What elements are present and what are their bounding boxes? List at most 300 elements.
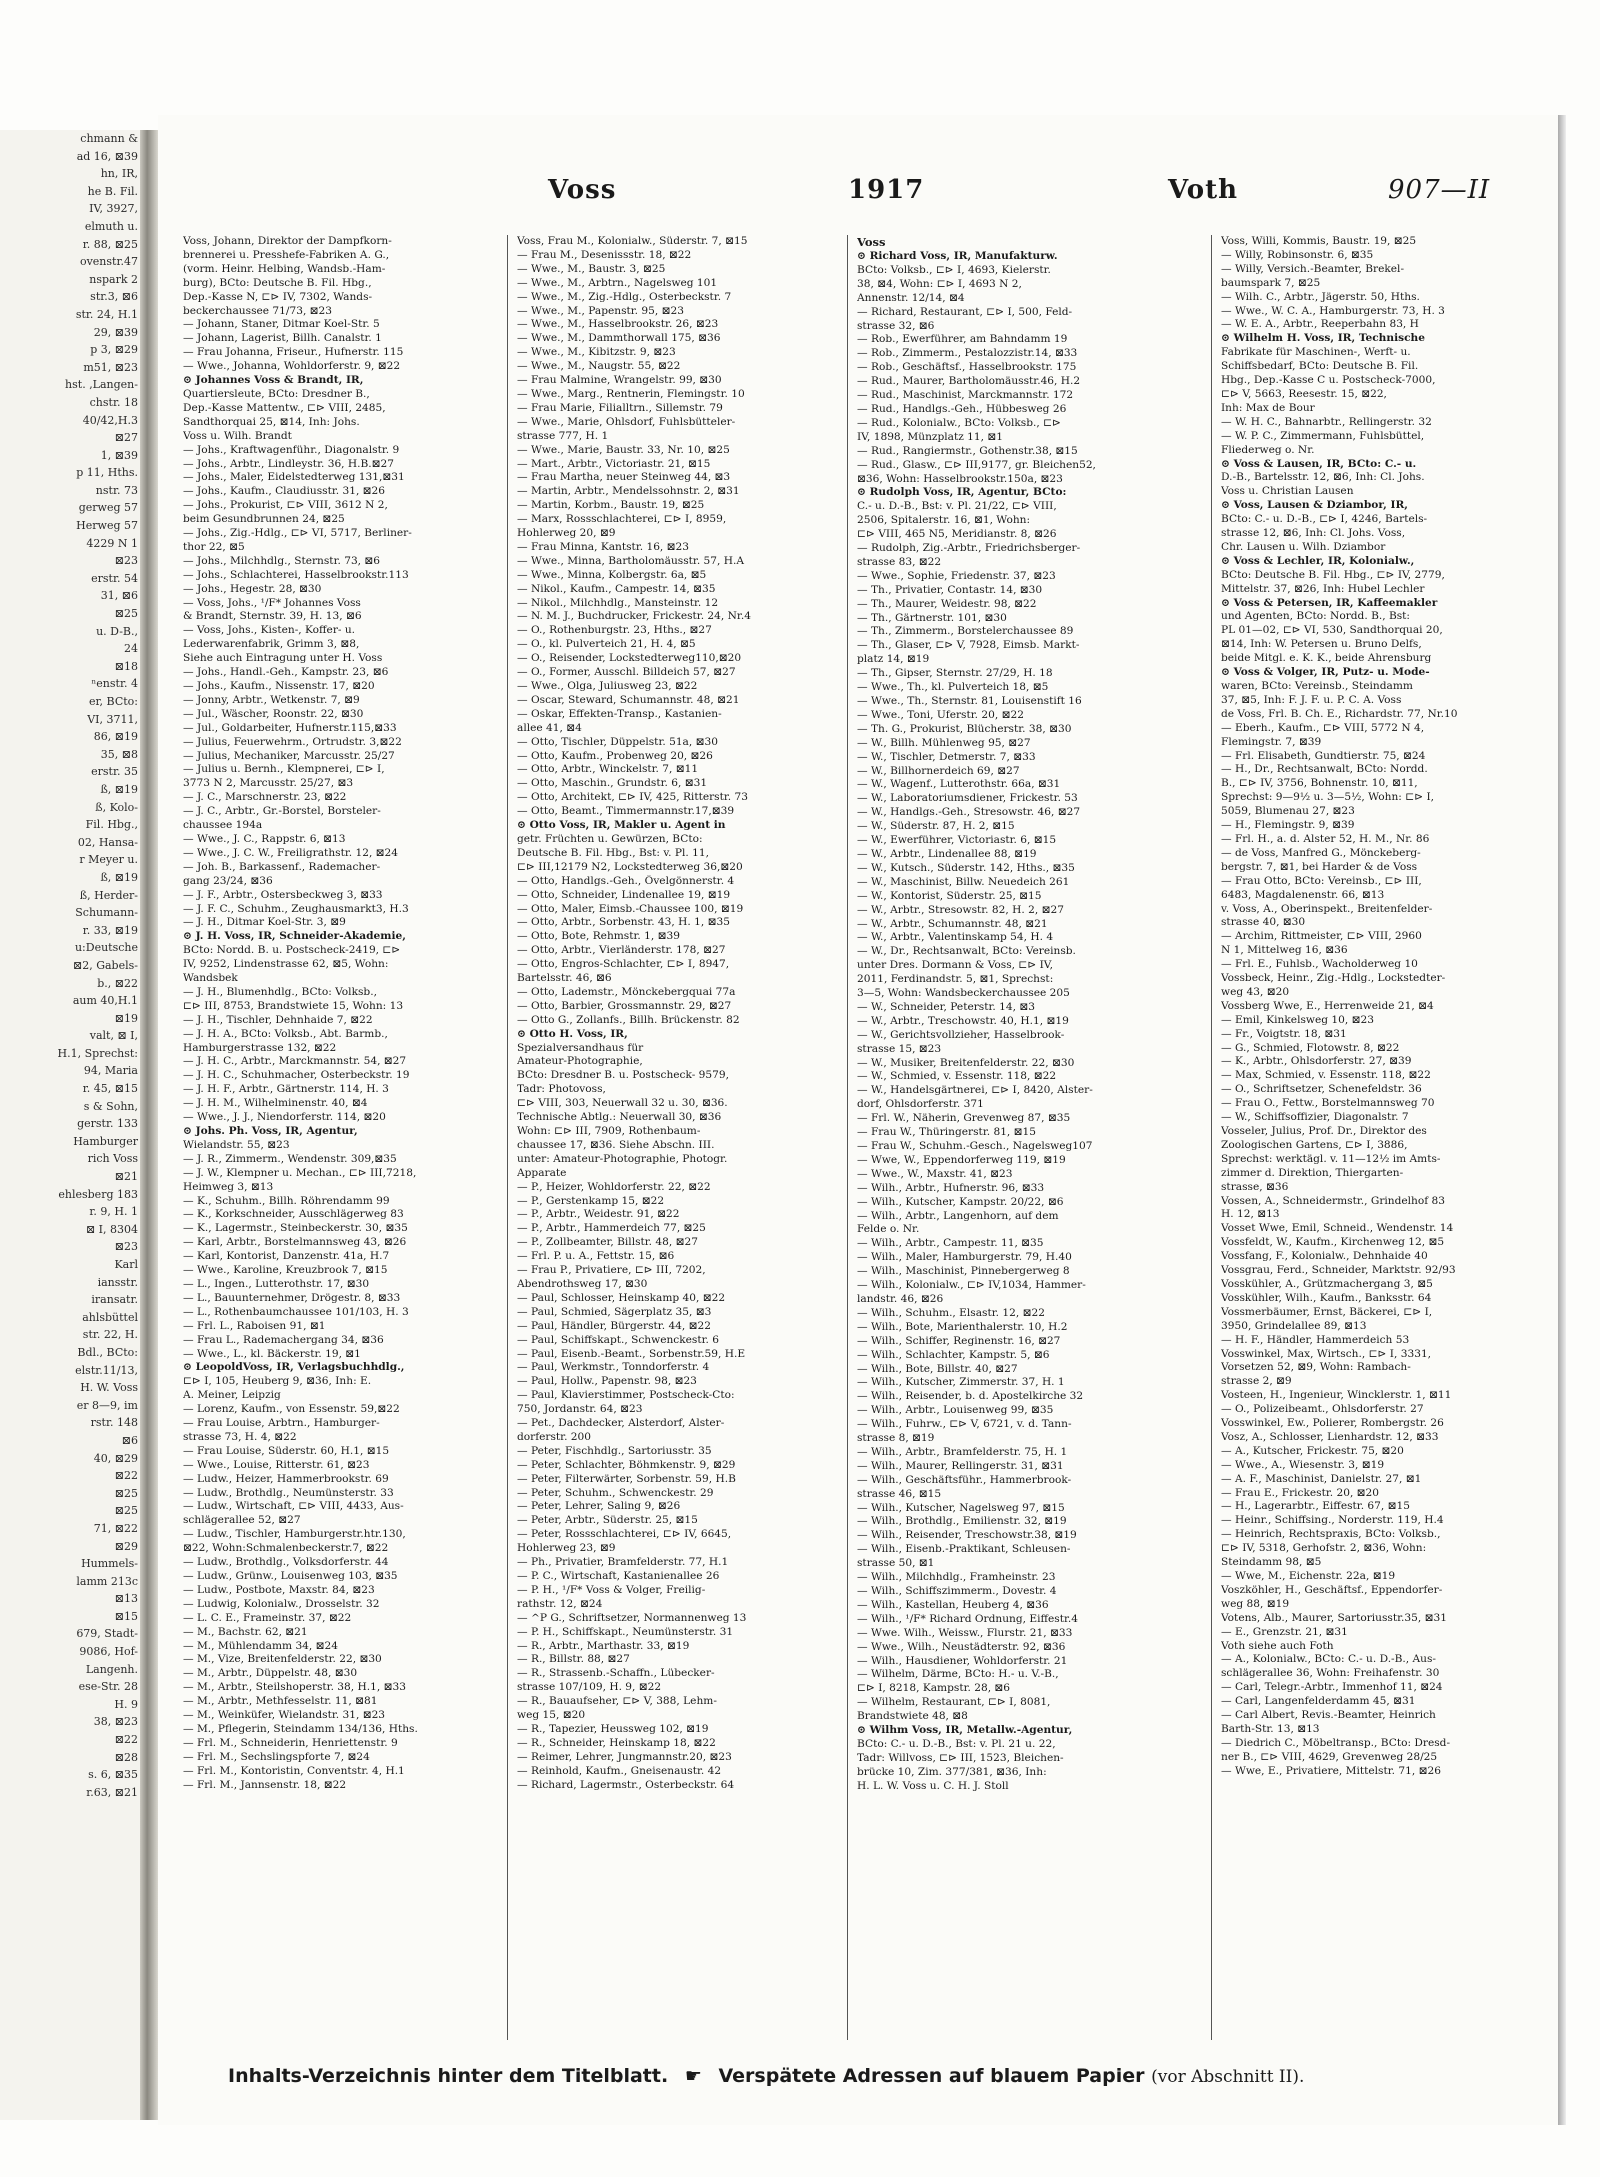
left-page-fragment: ⊠2, Gabels- <box>73 958 138 972</box>
directory-entry: ⊙ J. H. Voss, IR, Schneider-Akademie, <box>183 930 406 943</box>
directory-entry: ⊏⊳ VIII, 303, Neuerwall 32 u. 30, ⊠36. <box>517 1097 728 1110</box>
directory-entry: — Paul, Händler, Bürgerstr. 44, ⊠22 <box>517 1319 712 1332</box>
directory-entry: — L. C. E., Frameinstr. 37, ⊠22 <box>183 1611 352 1624</box>
directory-entry: B., ⊏⊳ IV, 3756, Bohnenstr. 10, ⊠11, <box>1221 777 1418 790</box>
directory-entry: (vorm. Heinr. Helbing, Wandsb.-Ham- <box>183 262 386 275</box>
directory-entry: ⊠36, Wohn: Hasselbrookstr.150a, ⊠23 <box>857 472 1063 485</box>
directory-entry: — J. H. C., Arbtr., Marckmannstr. 54, ⊠27 <box>183 1055 407 1068</box>
left-page-fragment: ⊠6 <box>121 1433 138 1447</box>
directory-entry: — Nikol., Kaufm., Campestr. 14, ⊠35 <box>517 582 716 595</box>
directory-entry: C.- u. D.-B., Bst: v. Pl. 21/22, ⊏⊳ VIII, <box>857 500 1057 513</box>
directory-entry: Chr. Lausen u. Wilh. Dziambor <box>1221 540 1386 553</box>
directory-entry: — M., Pflegerin, Steindamm 134/136, Hths. <box>183 1722 418 1735</box>
directory-entry: — A., Kolonialw., BCto: C.- u. D.-B., Aus- <box>1221 1653 1437 1666</box>
directory-entry: — O., Polizeibeamt., Ohlsdorferstr. 27 <box>1221 1403 1424 1416</box>
directory-entry: — Otto, Engros-Schlachter, ⊏⊳ I, 8947, <box>517 958 730 971</box>
page-number: 907—II <box>1388 175 1491 205</box>
directory-entry: — Peter, Rossschlachterei, ⊏⊳ IV, 6645, <box>517 1528 732 1541</box>
directory-entry: — P. H., Schiffskapt., Neumünsterstr. 31 <box>517 1625 734 1638</box>
directory-entry: beim Gesundbrunnen 24, ⊠25 <box>183 513 345 526</box>
directory-entry: — Th., Gärtnerstr. 101, ⊠30 <box>857 611 1007 624</box>
left-page-fragment: r. 45, ⊠15 <box>82 1082 138 1096</box>
directory-entry: Voss, Frau M., Kolonialw., Süderstr. 7, ⊠15 <box>517 235 748 247</box>
directory-entry: Vosskühler, A., Grützmachergang 3, ⊠5 <box>1221 1277 1433 1290</box>
directory-entry: — Oskar, Effekten-Transp., Kastanien- <box>517 707 722 720</box>
directory-entry: — Lorenz, Kaufm., von Essenstr. 59,⊠22 <box>183 1403 400 1416</box>
directory-entry: — Rudolph, Zig.-Arbtr., Friedrichsberger- <box>857 542 1081 555</box>
left-page-fragment: ⊠18 <box>114 659 138 673</box>
directory-entry: Spezialversandhaus für <box>517 1041 644 1054</box>
directory-entry: — Wwe., A., Wiesenstr. 3, ⊠19 <box>1221 1458 1385 1471</box>
directory-entry: — W., Tischler, Detmerstr. 7, ⊠33 <box>857 750 1036 763</box>
directory-entry: — Wilh., Maschinist, Pinnebergerweg 8 <box>857 1265 1070 1278</box>
directory-entry: — Paul, Werkmstr., Tonndorferstr. 4 <box>517 1361 710 1374</box>
directory-entry: Sandthorquai 25, ⊠14, Inh: Johs. <box>183 415 360 428</box>
directory-entry: — Willy, Robinsonstr. 6, ⊠35 <box>1221 248 1374 261</box>
directory-entry: chaussee 17, ⊠36. Siehe Abschn. III. <box>517 1138 715 1151</box>
left-page-fragment: rich Voss <box>87 1152 138 1166</box>
directory-entry: Amateur-Photographie, <box>517 1055 643 1068</box>
directory-entry: — Heinr., Schiffsing., Norderstr. 119, H.4 <box>1221 1514 1444 1527</box>
directory-entry: BCto: Nordd. B. u. Postscheck-2419, ⊏⊳ <box>183 944 401 957</box>
directory-entry: Barth-Str. 13, ⊠13 <box>1221 1722 1320 1735</box>
directory-entry: — Frl. E., Fuhlsb., Wacholderweg 10 <box>1221 958 1418 971</box>
left-page-fragment: H.1, Sprechst: <box>57 1046 138 1060</box>
directory-entry: ⊏⊳ VIII, 465 N5, Meridianstr. 8, ⊠26 <box>857 528 1057 541</box>
directory-entry: — Wilhelm, Restaurant, ⊏⊳ I, 8081, <box>857 1696 1051 1709</box>
directory-entry: — O., Reisender, Lockstedterweg110,⊠20 <box>517 652 742 665</box>
directory-entry: — Otto, Kaufm., Probenweg 20, ⊠26 <box>517 749 713 762</box>
left-page-fragment: elstr.11/13, <box>75 1363 138 1377</box>
directory-entry: Sprechst: 9—9½ u. 3—5½, Wohn: ⊏⊳ I, <box>1221 791 1434 804</box>
directory-entry: — Rob., Ewerführer, am Bahndamm 19 <box>857 333 1068 346</box>
directory-entry: — Wilh., Milchhdlg., Framheinstr. 23 <box>857 1571 1056 1584</box>
directory-entry: — Wwe., Th., kl. Pulverteich 18, ⊠5 <box>857 681 1049 694</box>
directory-entry: — M., Arbtr., Steilshoperstr. 38, H.1, ⊠33 <box>183 1681 406 1694</box>
directory-entry: — Wwe., J. J., Niendorferstr. 114, ⊠20 <box>183 1111 386 1124</box>
left-page-fragment: 1, ⊠39 <box>100 448 138 462</box>
directory-entry: — Johs., Kaufm., Claudiusstr. 31, ⊠26 <box>183 485 386 498</box>
footer-contents-note: Inhalts-Verzeichnis hinter dem Titelblatt. <box>228 2065 669 2087</box>
directory-entry: Hbg., Dep.-Kasse C u. Postscheck-7000, <box>1221 374 1436 387</box>
directory-entry: — J. F., Arbtr., Ostersbeckweg 3, ⊠33 <box>183 888 383 901</box>
directory-entry: strasse 46, ⊠15 <box>857 1487 942 1500</box>
left-page-fragment: ⊠23 <box>114 1240 138 1254</box>
directory-entry: Hamburgerstrasse 132, ⊠22 <box>183 1041 337 1054</box>
left-page-fragment: 71, ⊠22 <box>93 1521 138 1535</box>
left-page-fragment: gerstr. 133 <box>77 1117 138 1131</box>
directory-entry: — Nikol., Milchhdlg., Mansteinstr. 12 <box>517 596 719 609</box>
directory-entry: Inh: Max de Bour <box>1221 401 1315 414</box>
directory-entry: — Mart., Arbtr., Victoriastr. 21, ⊠15 <box>517 457 711 470</box>
directory-entry: — W., Schneider, Peterstr. 14, ⊠3 <box>857 1000 1035 1013</box>
directory-entry: — Otto, Arbtr., Sorbenstr. 43, H. 1, ⊠35 <box>517 916 730 929</box>
directory-entry: Wielandstr. 55, ⊠23 <box>183 1138 290 1151</box>
left-page-fragment: valt, ⊠ I, <box>89 1029 138 1043</box>
directory-entry: — Wilh., Brothdlg., Emilienstr. 32, ⊠19 <box>857 1515 1067 1528</box>
directory-entry: ⊏⊳ V, 5663, Reesestr. 15, ⊠22, <box>1221 387 1387 400</box>
directory-entry: Vossmerbäumer, Ernst, Bäckerei, ⊏⊳ I, <box>1221 1305 1433 1318</box>
directory-entry: — Wilh., Arbtr., Hufnerstr. 96, ⊠33 <box>857 1181 1045 1194</box>
left-page-fragment: ß, ⊠19 <box>100 870 138 884</box>
left-page-fragment: ⊠22 <box>114 1733 138 1747</box>
directory-entry: Steindamm 98, ⊠5 <box>1221 1556 1322 1569</box>
left-page-fragment: r. 9, H. 1 <box>89 1205 138 1219</box>
left-page-fragment: iansstr. <box>97 1275 138 1289</box>
directory-entry: — Martin, Arbtr., Mendelssohnstr. 2, ⊠31 <box>517 485 740 498</box>
directory-column-2 <box>517 235 827 2040</box>
left-page-fragment: 9086, Hof- <box>79 1645 138 1659</box>
directory-entry: — Johs., Kraftwagenführ., Diagonalstr. 9 <box>183 443 400 456</box>
directory-entry: — Peter, Schuhm., Schwenckestr. 29 <box>517 1486 714 1499</box>
directory-entry: — de Voss, Manfred G., Mönckeberg- <box>1221 846 1421 859</box>
directory-entry: ⊙ Rudolph Voss, IR, Agentur, BCto: <box>857 486 1067 499</box>
directory-entry: — Ph., Privatier, Bramfelderstr. 77, H.1 <box>517 1556 729 1569</box>
left-page-fragment: 31, ⊠6 <box>100 589 138 603</box>
directory-entry: — Wwe., M., Naugstr. 55, ⊠22 <box>517 360 681 373</box>
directory-entry: strasse 83, ⊠22 <box>857 555 942 568</box>
left-page-fragment: Karl <box>114 1258 138 1271</box>
directory-entry: — Johs., Maler, Eidelstedterweg 131,⊠31 <box>183 471 405 484</box>
directory-entry: Fliederweg o. Nr. <box>1221 443 1315 456</box>
left-page-fragment: ⊠21 <box>114 1170 138 1184</box>
directory-entry: — Frl. M., Kontoristin, Conventstr. 4, H.1 <box>183 1764 405 1777</box>
left-page-fragment: r. 33, ⊠19 <box>82 923 138 937</box>
directory-entry: — Otto, Bote, Rehmstr. 1, ⊠39 <box>517 930 680 943</box>
directory-entry: — Paul, Hollw., Papenstr. 98, ⊠23 <box>517 1375 697 1388</box>
directory-entry: — P., Arbtr., Weidestr. 91, ⊠22 <box>517 1208 680 1221</box>
directory-entry: 2011, Ferdinandstr. 5, ⊠1, Sprechst: <box>857 973 1054 986</box>
directory-entry: ⊙ Wilhelm H. Voss, IR, Technische <box>1221 332 1425 345</box>
directory-entry: ⊙ Voss & Lausen, IR, BCto: C.- u. <box>1221 457 1417 470</box>
directory-entry: — E., Grenzstr. 21, ⊠31 <box>1221 1625 1348 1638</box>
directory-entry: — W., Arbtr., Schumannstr. 48, ⊠21 <box>857 917 1048 930</box>
directory-entry: — J. H., Blumenhdlg., BCto: Volksb., <box>183 985 377 998</box>
directory-entry: — H. F., Händler, Hammerdeich 53 <box>1221 1333 1410 1346</box>
directory-entry: Heimweg 3, ⊠13 <box>183 1180 274 1193</box>
directory-entry: — Johs., Zig.-Hdlg., ⊏⊳ VI, 5717, Berliner- <box>183 527 412 540</box>
directory-entry: — Rud., Glasw., ⊏⊳ III,9177, gr. Bleichen52, <box>857 458 1096 471</box>
directory-entry: — Eberh., Kaufm., ⊏⊳ VIII, 5772 N 4, <box>1221 721 1425 734</box>
left-page-fragment: Bdl., BCto: <box>77 1345 138 1359</box>
directory-entry: — Wwe., W. C. A., Hamburgerstr. 73, H. 3 <box>1221 304 1445 317</box>
directory-entry: — W., Süderstr. 87, H. 2, ⊠15 <box>857 820 1015 833</box>
left-page-fragment: 679, Stadt- <box>76 1627 138 1641</box>
directory-entry: — K., Korkschneider, Ausschlägerweg 83 <box>183 1208 404 1221</box>
directory-entry: — Wilh., Schiffszimmerm., Dovestr. 4 <box>857 1585 1057 1597</box>
directory-entry: — Wwe., Olga, Juliusweg 23, ⊠22 <box>517 680 698 692</box>
directory-entry: und Agenten, BCto: Nordd. B., Bst: <box>1221 610 1411 623</box>
directory-entry: — Willy, Versich.-Beamter, Brekel- <box>1221 262 1405 275</box>
directory-entry: — M., Arbtr., Methfesselstr. 11, ⊠81 <box>183 1695 378 1708</box>
directory-entry: — Frau Otto, BCto: Vereinsb., ⊏⊳ III, <box>1221 874 1422 887</box>
directory-entry: — Wilh., Arbtr., Campestr. 11, ⊠35 <box>857 1237 1044 1250</box>
directory-entry: — H., Lagerarbtr., Eiffestr. 67, ⊠15 <box>1221 1500 1411 1513</box>
directory-entry: — L., Bauunternehmer, Drögestr. 8, ⊠33 <box>183 1291 401 1304</box>
directory-entry: weg 43, ⊠20 <box>1221 985 1290 998</box>
directory-entry: — Johs., Hegestr. 28, ⊠30 <box>183 582 322 595</box>
left-page-fragment: IV, 3927, <box>89 202 138 216</box>
directory-entry: dorferstr. 200 <box>517 1430 592 1443</box>
left-page-fragment: hst. ,Langen- <box>65 378 138 392</box>
directory-entry: ⊙ Wilhm Voss, IR, Metallw.-Agentur, <box>857 1724 1073 1737</box>
directory-column-3 <box>857 235 1167 2040</box>
left-page-fragment: aum 40,H.1 <box>72 994 138 1008</box>
directory-entry: gang 23/24, ⊠36 <box>183 874 273 887</box>
directory-entry: Votens, Alb., Maurer, Sartoriusstr.35, ⊠31 <box>1221 1611 1447 1624</box>
directory-entry: — Frau W., Thüringerstr. 81, ⊠15 <box>857 1126 1037 1139</box>
directory-entry: — W., Billh. Mühlenweg 95, ⊠27 <box>857 736 1031 749</box>
left-page-fragment: elmuth u. <box>84 219 138 233</box>
directory-entry: rathstr. 12, ⊠24 <box>517 1597 603 1610</box>
directory-entry: — Wilh., Maurer, Rellingerstr. 31, ⊠31 <box>857 1459 1064 1472</box>
directory-entry: — A., Kutscher, Frickestr. 75, ⊠20 <box>1221 1444 1404 1457</box>
directory-entry: — O., Former, Ausschl. Billdeich 57, ⊠27 <box>517 666 736 679</box>
left-page-fragment: 02, Hansa- <box>77 835 138 849</box>
directory-entry: Annenstr. 12/14, ⊠4 <box>857 291 965 304</box>
left-page-fragment: ese-Str. 28 <box>78 1680 138 1694</box>
directory-entry: — Wwe., Th., Sternstr. 81, Louisenstift 16 <box>857 695 1082 707</box>
directory-entry: — Wilh., Eisenb.-Praktikant, Schleusen- <box>857 1543 1071 1556</box>
directory-entry: — A. F., Maschinist, Danielstr. 27, ⊠1 <box>1221 1472 1422 1485</box>
directory-entry: — Frau Malmine, Wrangelstr. 99, ⊠30 <box>517 374 722 387</box>
directory-entry: platz 14, ⊠19 <box>857 653 930 666</box>
directory-entry: — Otto, Maschin., Grundstr. 6, ⊠31 <box>517 777 708 790</box>
directory-entry: — W., Handlgs.-Geh., Stresowstr. 46, ⊠27 <box>857 806 1081 819</box>
directory-entry: — Julius u. Bernh., Klempnerei, ⊏⊳ I, <box>183 763 385 776</box>
directory-entry: — Th., Zimmerm., Borstelerchaussee 89 <box>857 625 1074 638</box>
directory-entry: — Wwe, M., Eichenstr. 22a, ⊠19 <box>1221 1570 1396 1582</box>
directory-entry: — Wilh., Schlachter, Kampstr. 5, ⊠6 <box>857 1348 1050 1361</box>
directory-entry: — Otto, Architekt, ⊏⊳ IV, 425, Ritterstr. 73 <box>517 791 748 804</box>
directory-entry: — Carl Albert, Revis.-Beamter, Heinrich <box>1221 1709 1436 1722</box>
left-page-fragment: Schumann- <box>75 906 138 920</box>
left-page-fragment: ⊠ I, 8304 <box>85 1222 138 1236</box>
directory-entry: — L., Rothenbaumchaussee 101/103, H. 3 <box>183 1305 409 1318</box>
directory-entry: — Frau Louise, Süderstr. 60, H.1, ⊠15 <box>183 1444 390 1457</box>
left-page-fragment: m51, ⊠23 <box>83 360 138 374</box>
directory-entry: — Julius, Mechaniker, Marcusstr. 25/27 <box>183 749 395 762</box>
directory-entry: — Reimer, Lehrer, Jungmannstr.20, ⊠23 <box>517 1750 732 1763</box>
directory-entry: — K., Lagermstr., Steinbeckerstr. 30, ⊠35 <box>183 1222 408 1235</box>
directory-entry: — Wilh., Bote, Billstr. 40, ⊠27 <box>857 1362 1018 1375</box>
directory-entry: Vossfang, F., Kolonialw., Dehnhaide 40 <box>1221 1250 1428 1263</box>
directory-entry: — R., Strassenb.-Schaffn., Lübecker- <box>517 1667 715 1680</box>
directory-entry: Deutsche B. Fil. Hbg., Bst: v. Pl. 11, <box>517 846 709 859</box>
directory-entry: — J. R., Zimmerm., Wendenstr. 309,⊠35 <box>183 1152 397 1165</box>
directory-entry: ⊙ Voss & Lechler, IR, Kolonialw., <box>1221 554 1415 567</box>
left-page-fragment: chmann & <box>80 132 138 145</box>
directory-entry: — Ludw., Brothdlg., Volksdorferstr. 44 <box>183 1556 389 1569</box>
directory-entry: — Wwe., M., Papenstr. 95, ⊠23 <box>517 304 684 317</box>
left-page-fragment: ß, Herder- <box>79 888 138 902</box>
directory-entry: — J. H. F., Arbtr., Gärtnerstr. 114, H. 3 <box>183 1083 389 1096</box>
directory-entry: H. L. W. Voss u. C. H. J. Stoll <box>857 1779 1009 1792</box>
left-page-fragment: str. 22, H. <box>82 1328 138 1342</box>
left-page-fragment: 35, ⊠8 <box>100 747 138 761</box>
left-page-fragment: ⊠29 <box>114 1539 138 1553</box>
left-page-fragment: ⊠25 <box>114 1486 138 1500</box>
directory-entry: Fabrikate für Maschinen-, Werft- u. <box>1221 346 1411 359</box>
directory-entry: Dep.-Kasse N, ⊏⊳ IV, 7302, Wands- <box>183 290 373 303</box>
directory-entry: — Wilh., Reisender, Treschowstr.38, ⊠19 <box>857 1529 1077 1542</box>
page-footer <box>228 2065 1528 2095</box>
directory-entry: — J. H. C., Schuhmacher, Osterbeckstr. 19 <box>183 1069 410 1082</box>
directory-entry: — W., Billhornerdeich 69, ⊠27 <box>857 764 1020 777</box>
directory-entry: ⊙ Voss & Petersen, IR, Kaffeemakler <box>1221 596 1438 609</box>
directory-entry: — ^P G., Schriftsetzer, Normannenweg 13 <box>517 1611 747 1624</box>
directory-entry: ⊠22, Wohn:Schmalenbeckerstr.7, ⊠22 <box>183 1542 389 1555</box>
directory-entry: — Paul, Schiffskapt., Schwenckestr. 6 <box>517 1333 719 1346</box>
directory-entry: — M., Bachstr. 62, ⊠21 <box>183 1625 308 1638</box>
directory-entry: Voss, Johann, Direktor der Dampfkorn- <box>183 235 392 247</box>
directory-entry: Quartiersleute, BCto: Dresdner B., <box>183 387 370 400</box>
directory-entry: — W., Wagenf., Lutterothstr. 66a, ⊠31 <box>857 778 1061 791</box>
left-page-fragment: ⊠28 <box>114 1750 138 1764</box>
directory-entry: IV, 1898, Münzplatz 11, ⊠1 <box>857 430 1004 443</box>
directory-entry: strasse 777, H. 1 <box>517 429 609 442</box>
directory-entry: — Otto, Tischler, Düppelstr. 51a, ⊠30 <box>517 735 718 748</box>
directory-entry: — Wilh., Arbtr., Louisenweg 99, ⊠35 <box>857 1404 1054 1417</box>
directory-entry: H. 12, ⊠13 <box>1221 1208 1280 1221</box>
directory-entry: burg), BCto: Deutsche B. Fil. Hbg., <box>183 276 372 289</box>
left-page-fragment: nspark 2 <box>89 272 138 286</box>
directory-entry: ⊏⊳ I, 105, Heuberg 9, ⊠36, Inh: E. <box>183 1375 372 1388</box>
directory-entry: — Wilh., Maler, Hamburgerstr. 79, H.40 <box>857 1251 1072 1264</box>
directory-entry: BCto: Volksb., ⊏⊳ I, 4693, Kielerstr. <box>857 263 1051 276</box>
left-page-fragment: Hummels- <box>81 1557 138 1571</box>
directory-entry: — Wilhelm, Därme, BCto: H.- u. V.-B., <box>857 1668 1059 1681</box>
directory-entry: — Wilh., Arbtr., Langenhorn, auf dem <box>857 1209 1059 1222</box>
directory-entry: landstr. 46, ⊠26 <box>857 1292 944 1305</box>
directory-entry: dorf, Ohlsdorferstr. 371 <box>857 1098 984 1111</box>
directory-entry: strasse, ⊠36 <box>1221 1180 1289 1193</box>
directory-entry: — Wwe., L., kl. Bäckerstr. 19, ⊠1 <box>183 1347 361 1360</box>
running-head-left: Voss <box>548 175 617 205</box>
directory-entry: — Wwe., Minna, Bartholomäusstr. 57, H.A <box>517 554 745 567</box>
left-page-fragment: nstr. 73 <box>95 483 138 497</box>
directory-entry: — Otto, Lademstr., Mönckebergquai 77a <box>517 985 736 998</box>
directory-entry: v. Voss, A., Oberinspekt., Breitenfelder- <box>1221 902 1433 915</box>
left-page-fragment: gerweg 57 <box>78 501 138 515</box>
column-group-heading: Voss <box>857 235 886 249</box>
directory-entry: — M., Mühlendamm 34, ⊠24 <box>183 1639 339 1652</box>
directory-entry: unter Dres. Dormann & Voss, ⊏⊳ IV, <box>857 959 1053 972</box>
directory-entry: — Wwe. Wilh., Weissw., Flurstr. 21, ⊠33 <box>857 1626 1073 1639</box>
directory-entry: Vossen, A., Schneidermstr., Grindelhof 83 <box>1221 1194 1446 1207</box>
directory-entry: — P., Gerstenkamp 15, ⊠22 <box>517 1194 665 1207</box>
left-page-fragment: ⁿenstr. 4 <box>91 677 138 691</box>
directory-entry: Technische Abtlg.: Neuerwall 30, ⊠36 <box>517 1111 722 1124</box>
directory-entry: — Frau Johanna, Friseur., Hufnerstr. 115 <box>183 346 404 359</box>
directory-entry: — Voss, Johs., ¹/F* Johannes Voss <box>183 596 361 609</box>
directory-entry: Felde o. Nr. <box>857 1223 920 1236</box>
left-page-fragment: ehlesberg 183 <box>58 1187 138 1201</box>
directory-entry: Brandstwiete 48, ⊠8 <box>857 1710 968 1723</box>
directory-entry: ⊙ Johannes Voss & Brandt, IR, <box>183 374 364 387</box>
directory-entry: ⊙ Johs. Ph. Voss, IR, Agentur, <box>183 1125 358 1137</box>
directory-entry: chaussee 194a <box>183 819 263 832</box>
directory-entry: — M., Vize, Breitenfelderstr. 22, ⊠30 <box>183 1653 382 1666</box>
directory-entry: — Wilh., Kutscher, Zimmerstr. 37, H. 1 <box>857 1376 1065 1389</box>
left-page-fragment: 40, ⊠29 <box>93 1451 138 1465</box>
directory-entry: Bartelsstr. 46, ⊠6 <box>517 972 612 985</box>
directory-entry: — Heinrich, Rechtspraxis, BCto: Volksb., <box>1221 1528 1441 1541</box>
directory-entry: — J. H., Ditmar Koel-Str. 3, ⊠9 <box>183 916 346 929</box>
directory-entry: — Wilh., Reisender, b. d. Apostelkirche 32 <box>857 1390 1084 1403</box>
directory-entry: — K., Schuhm., Billh. Röhrendamm 99 <box>183 1194 390 1207</box>
directory-entry: — Ludw., Brothdlg., Neumünsterstr. 33 <box>183 1486 394 1499</box>
directory-entry: — Wilh., Geschäftsführ., Hammerbrook- <box>857 1473 1072 1486</box>
left-page-fragment: Hamburger <box>73 1134 138 1148</box>
left-page-fragment: 29, ⊠39 <box>93 325 138 339</box>
directory-entry: Hohlerweg 20, ⊠9 <box>517 527 616 540</box>
directory-entry: — Rud., Rangiermstr., Gothenstr.38, ⊠15 <box>857 444 1078 457</box>
directory-entry: — W., Schiffsoffizier, Diagonalstr. 7 <box>1221 1111 1409 1124</box>
left-page-fragment: ⊠27 <box>114 431 138 445</box>
directory-entry: — Frau L., Rademachergang 34, ⊠36 <box>183 1333 384 1346</box>
directory-entry: ⊠14, Inh: W. Petersen u. Bruno Delfs, <box>1221 638 1422 651</box>
left-page-fragment: H. W. Voss <box>80 1381 138 1395</box>
directory-entry: Sprechst: werktägl. v. 11—12½ im Amts- <box>1221 1152 1441 1165</box>
directory-entry: — W., Arbtr., Treschowstr. 40, H.1, ⊠19 <box>857 1014 1069 1027</box>
left-page-fragment: ⊠23 <box>114 554 138 568</box>
left-page-fragment: ⊠13 <box>114 1592 138 1606</box>
book-gutter <box>140 130 158 2120</box>
directory-entry: — Wilh., Kutscher, Nagelsweg 97, ⊠15 <box>857 1501 1065 1514</box>
left-page-fragment: 94, Maria <box>83 1064 138 1078</box>
directory-entry: — Johs., Kaufm., Nissenstr. 17, ⊠20 <box>183 680 375 692</box>
directory-entry: PL 01—02, ⊏⊳ VI, 530, Sandthorquai 20, <box>1221 624 1443 637</box>
directory-entry: Voss u. Wilh. Brandt <box>183 429 292 442</box>
directory-entry: — Jul., Goldarbeiter, Hufnerstr.115,⊠33 <box>183 721 397 734</box>
directory-entry: Dep.-Kasse Mattentw., ⊏⊳ VIII, 2485, <box>183 401 386 414</box>
directory-entry: — Otto, Maler, Eimsb.-Chaussee 100, ⊠19 <box>517 902 744 915</box>
left-page-fragment: s. 6, ⊠35 <box>88 1768 138 1782</box>
left-page-fragment: 38, ⊠23 <box>93 1715 138 1729</box>
left-page-fragment: r.63, ⊠21 <box>86 1785 138 1799</box>
directory-entry: — W. E. A., Arbtr., Reeperbahn 83, H <box>1221 318 1419 331</box>
directory-entry: bergstr. 7, ⊠1, bei Harder & de Voss <box>1221 860 1418 873</box>
directory-entry: — Wilh., Schuhm., Elsastr. 12, ⊠22 <box>857 1306 1045 1319</box>
directory-entry: getr. Früchten u. Gewürzen, BCto: <box>517 832 703 845</box>
directory-entry: — Th. G., Prokurist, Blücherstr. 38, ⊠30 <box>857 722 1072 735</box>
directory-entry: — Wilh., Hausdiener, Wohldorferstr. 21 <box>857 1654 1068 1667</box>
directory-entry: schlägerallee 52, ⊠27 <box>183 1514 301 1527</box>
directory-entry: zimmer d. Direktion, Thiergarten- <box>1221 1166 1404 1179</box>
directory-entry: BCto: Dresdner B. u. Postscheck- 9579, <box>517 1069 729 1082</box>
directory-entry: — Wwe., J. C., Rappstr. 6, ⊠13 <box>183 832 346 845</box>
directory-entry: — Pet., Dachdecker, Alsterdorf, Alster- <box>517 1417 725 1430</box>
directory-entry: — Paul, Eisenb.-Beamt., Sorbenstr.59, H.E <box>517 1347 746 1360</box>
directory-entry: D.-B., Bartelsstr. 12, ⊠6, Inh: Cl. Johs. <box>1221 471 1425 484</box>
directory-entry: — W., Handelsgärtnerei, ⊏⊳ I, 8420, Alster- <box>857 1084 1093 1097</box>
left-page-fragment: r. 88, ⊠25 <box>82 237 138 251</box>
directory-entry: strasse 40, ⊠30 <box>1221 916 1306 929</box>
directory-entry: — O., Schriftsetzer, Schenefeldstr. 36 <box>1221 1083 1422 1096</box>
directory-entry: — P., Arbtr., Hammerdeich 77, ⊠25 <box>517 1222 706 1235</box>
running-head-right: Voth <box>1168 175 1239 205</box>
directory-entry: — Wilh., Schiffer, Reginenstr. 16, ⊠27 <box>857 1334 1061 1347</box>
directory-entry: Schiffsbedarf, BCto: Deutsche B. Fil. <box>1221 360 1419 373</box>
directory-entry: ⊙ Richard Voss, IR, Manufakturw. <box>857 250 1058 262</box>
directory-entry: 3773 N 2, Marcusstr. 25/27, ⊠3 <box>183 777 354 790</box>
directory-entry: — Wilh. C., Arbtr., Jägerstr. 50, Hths. <box>1221 290 1420 303</box>
directory-column-4 <box>1221 235 1551 2040</box>
directory-entry: — R., Schneider, Heinskamp 18, ⊠22 <box>517 1736 716 1749</box>
directory-entry: — Johann, Lagerist, Billh. Canalstr. 1 <box>183 332 382 345</box>
directory-page <box>158 115 1559 2125</box>
